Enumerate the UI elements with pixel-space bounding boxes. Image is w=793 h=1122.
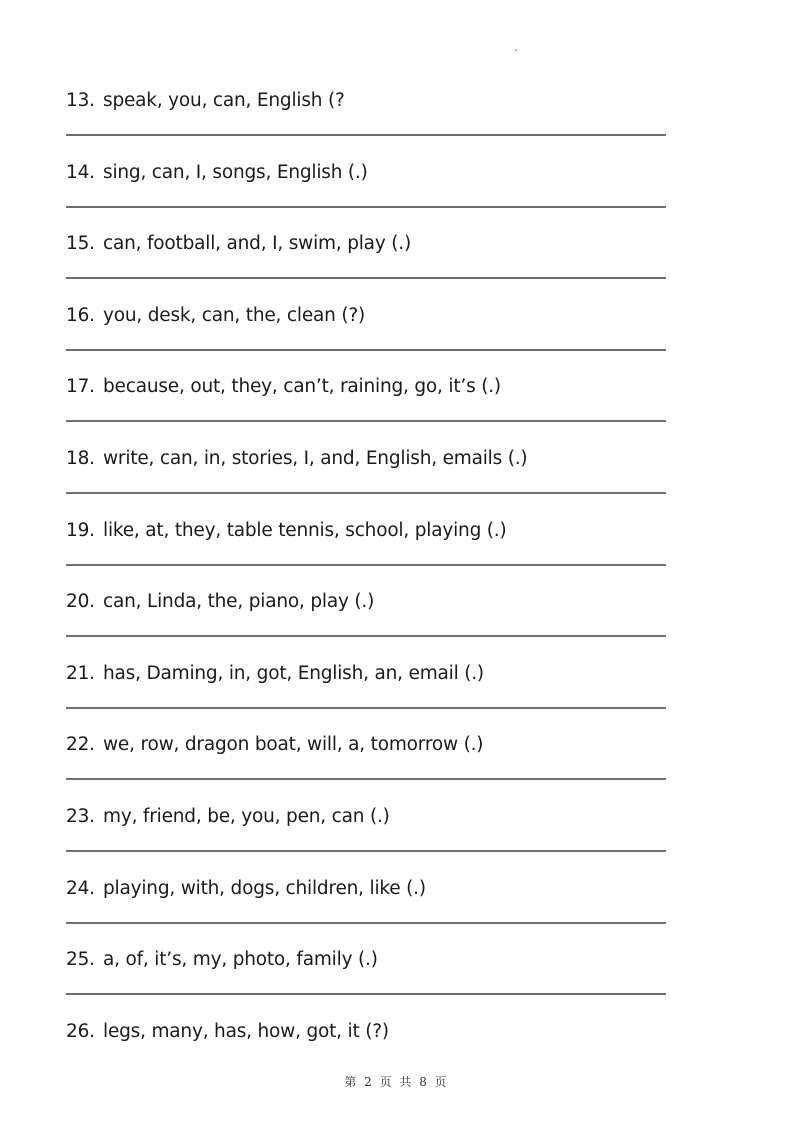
item-words: can, football, and, I, swim, play (.) bbox=[103, 233, 411, 255]
exercise-item bbox=[66, 232, 666, 304]
answer-line[interactable] bbox=[66, 420, 666, 422]
exercise-item bbox=[66, 662, 666, 734]
answer-line[interactable] bbox=[66, 277, 666, 279]
item-words: playing, with, dogs, children, like (.) bbox=[103, 877, 426, 899]
answer-line[interactable] bbox=[66, 707, 666, 709]
item-words: my, friend, be, you, pen, can (.) bbox=[103, 806, 390, 827]
item-words: we, row, dragon boat, will, a, tomorrow (.) bbox=[103, 734, 484, 756]
exercise-item bbox=[66, 304, 666, 376]
exercise-item bbox=[66, 877, 666, 949]
item-number: 18. bbox=[66, 448, 95, 469]
exercise-item bbox=[66, 519, 666, 591]
scan-speck bbox=[515, 49, 517, 51]
item-words: legs, many, has, how, got, it (?) bbox=[103, 1020, 389, 1042]
answer-line[interactable] bbox=[66, 778, 666, 780]
item-words: you, desk, can, the, clean (?) bbox=[103, 304, 365, 326]
exercise-item bbox=[66, 375, 666, 447]
item-number: 19. bbox=[66, 519, 95, 541]
answer-line[interactable] bbox=[66, 922, 666, 924]
exercise-item bbox=[66, 89, 666, 161]
exercise-item bbox=[66, 161, 666, 233]
answer-line[interactable] bbox=[66, 850, 666, 852]
exercise-item bbox=[66, 733, 666, 805]
item-number: 25. bbox=[66, 949, 95, 971]
exercise-item bbox=[66, 948, 666, 1020]
item-words: has, Daming, in, got, English, an, email (.) bbox=[103, 662, 484, 684]
answer-line[interactable] bbox=[66, 349, 666, 351]
item-number: 15. bbox=[66, 233, 95, 255]
item-number: 20. bbox=[66, 591, 95, 613]
exercise-item bbox=[66, 590, 666, 662]
item-words: sing, can, I, songs, English (.) bbox=[103, 161, 368, 183]
item-number: 16. bbox=[66, 304, 95, 326]
item-number: 26. bbox=[66, 1020, 95, 1042]
answer-line[interactable] bbox=[66, 564, 666, 566]
item-number: 14. bbox=[66, 161, 95, 183]
item-number: 24. bbox=[66, 877, 95, 899]
item-number: 23. bbox=[66, 806, 95, 827]
item-number: 21. bbox=[66, 662, 95, 684]
exercise-item bbox=[66, 805, 666, 877]
answer-line[interactable] bbox=[66, 993, 666, 995]
item-words: write, can, in, stories, I, and, English, emails (.) bbox=[103, 448, 528, 469]
answer-line[interactable] bbox=[66, 206, 666, 208]
page-footer: 第 2 页 共 8 页 bbox=[344, 1075, 449, 1089]
answer-line[interactable] bbox=[66, 492, 666, 494]
exercise-item bbox=[66, 447, 666, 519]
item-words: speak, you, can, English (? bbox=[103, 90, 345, 111]
item-words: can, Linda, the, piano, play (.) bbox=[103, 591, 375, 613]
item-number: 13. bbox=[66, 90, 95, 111]
item-words: because, out, they, can’t, raining, go, it’s (.) bbox=[103, 376, 501, 398]
answer-line[interactable] bbox=[66, 134, 666, 136]
item-words: a, of, it’s, my, photo, family (.) bbox=[103, 949, 378, 971]
answer-line[interactable] bbox=[66, 635, 666, 637]
item-number: 17. bbox=[66, 376, 95, 398]
item-words: like, at, they, table tennis, school, playing (.) bbox=[103, 519, 507, 541]
item-number: 22. bbox=[66, 734, 95, 756]
